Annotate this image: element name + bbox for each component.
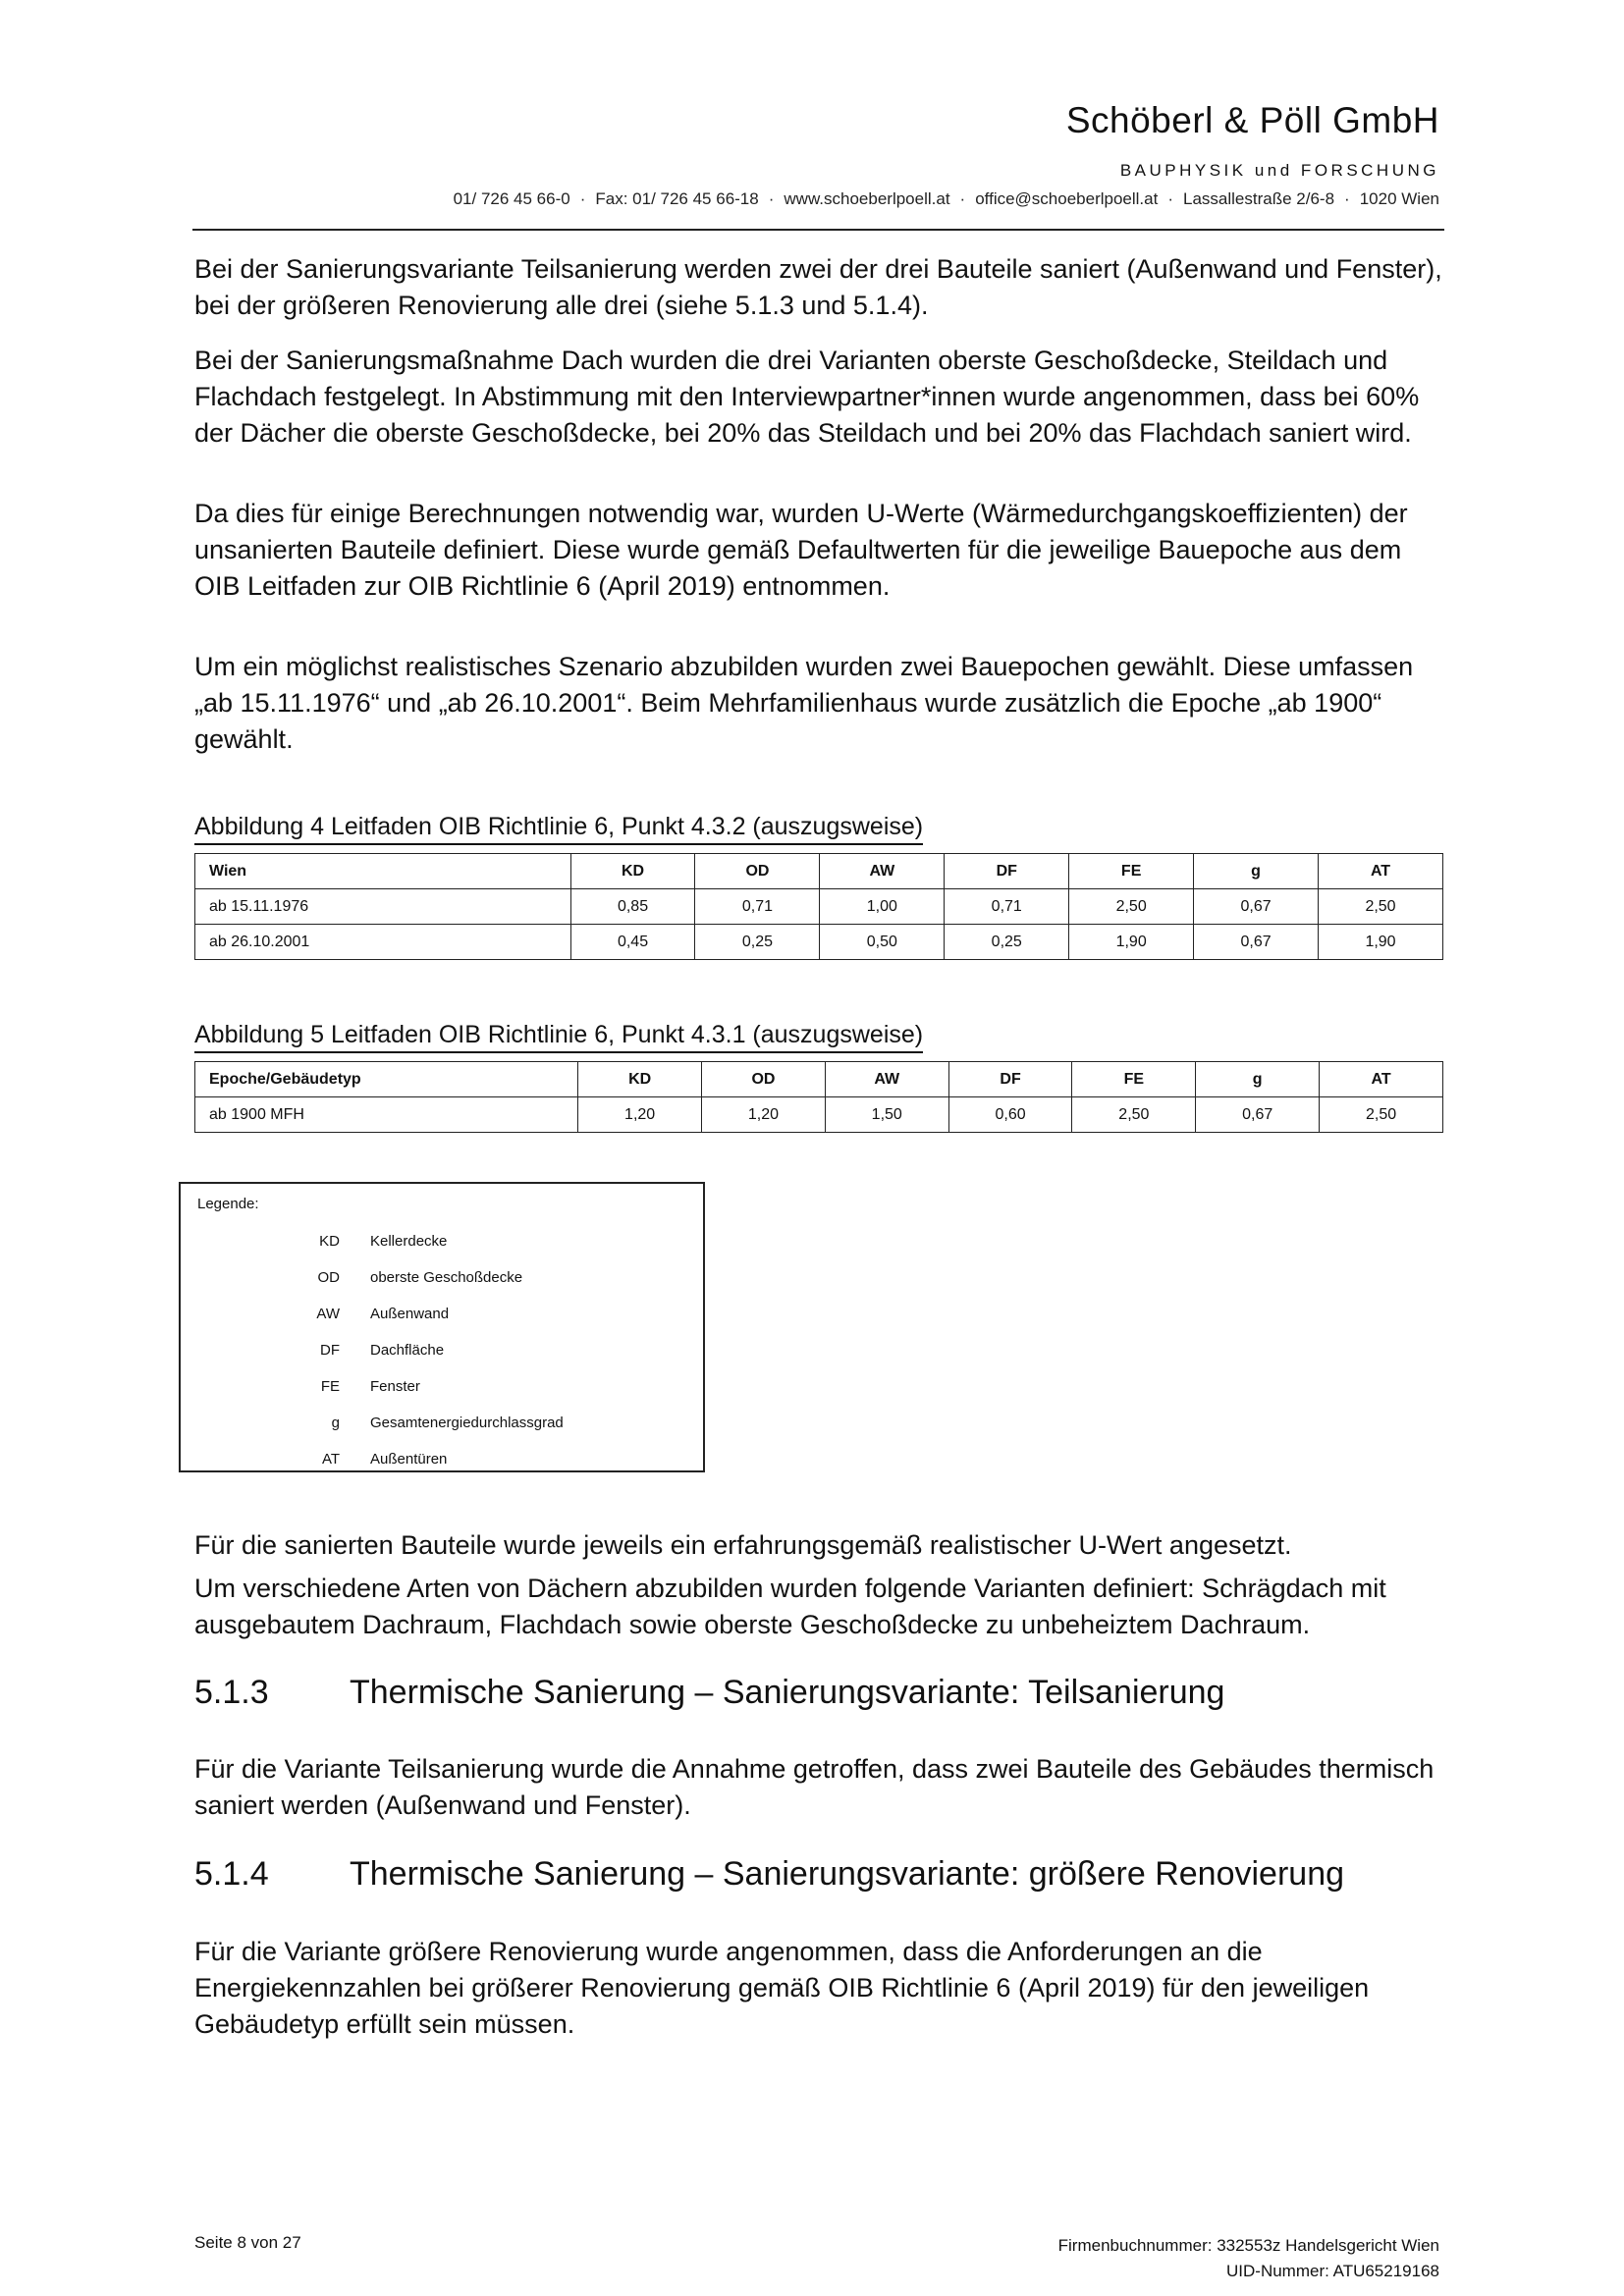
section-heading-514 [194, 1855, 1344, 1894]
legend-abbr: FE [320, 1378, 340, 1395]
table-header-cell: AW [820, 854, 945, 889]
table-header-cell: AT [1320, 1062, 1443, 1097]
table-header-cell: OD [695, 854, 820, 889]
legend-title: Legende: [197, 1196, 259, 1212]
table-cell: 0,67 [1194, 889, 1319, 925]
paragraph-4: Um ein möglichst realistisches Szenario abzubilden wurden zwei Bauepochen gewählt. Diese umfassen „ab 15.11.1976“ und „ab 26.10.2001“. Beim Mehrfamilienhaus wurde zusätzlich die Epoche „ab 1900“ gewählt. [194, 652, 1414, 754]
table-header-cell: AT [1319, 854, 1443, 889]
table-header-cell: DF [948, 1062, 1072, 1097]
table-header-cell: FE [1072, 1062, 1196, 1097]
table-header-cell: OD [702, 1062, 826, 1097]
section-number: 5.1.3 [194, 1674, 269, 1711]
legend-item [181, 1378, 703, 1402]
header-rule [192, 229, 1444, 231]
company-subtitle: BAUPHYSIK und FORSCHUNG [1119, 161, 1439, 180]
legend-desc: Dachfläche [370, 1342, 445, 1359]
paragraph-6: Um verschiedene Arten von Dächern abzubilden wurden folgende Varianten definiert: Schrägdach mit ausgebautem Dachraum, Flachdach sowie oberste Geschoßdecke zu unbeheiztem Dachraum. [194, 1574, 1386, 1639]
table-cell: 0,50 [820, 925, 945, 960]
website: www.schoeberlpoell.at [784, 189, 950, 208]
table-cell: 2,50 [1069, 889, 1194, 925]
table-cell: ab 1900 MFH [195, 1097, 578, 1133]
email: office@schoeberlpoell.at [975, 189, 1159, 208]
city: 1020 Wien [1359, 189, 1439, 208]
table-header-cell: g [1194, 854, 1319, 889]
legend-item [181, 1269, 703, 1293]
address: Lassallestraße 2/6-8 [1183, 189, 1335, 208]
table-cell: 1,00 [820, 889, 945, 925]
register-number: Firmenbuchnummer: 332553z Handelsgericht Wien [1057, 2236, 1439, 2255]
table-header-cell: DF [945, 854, 1069, 889]
table-oib-431 [194, 1061, 1443, 1133]
table-cell: 1,50 [825, 1097, 948, 1133]
table-header-cell: g [1196, 1062, 1320, 1097]
legend-desc: Fenster [370, 1378, 420, 1395]
legend-abbr: AT [321, 1451, 340, 1468]
paragraph-7: Für die Variante Teilsanierung wurde die Annahme getroffen, dass zwei Bauteile des Gebäudes thermisch saniert werden (Außenwand und Fenster). [194, 1754, 1435, 1820]
table-cell: ab 15.11.1976 [195, 889, 571, 925]
legend-abbr: AW [316, 1306, 340, 1322]
legend-abbr: OD [317, 1269, 340, 1286]
table-header-row [195, 854, 1443, 889]
legend-item [181, 1233, 703, 1256]
table-header-cell: Epoche/Gebäudetyp [195, 1062, 578, 1097]
table-cell: 1,90 [1319, 925, 1443, 960]
paragraph-3: Da dies für einige Berechnungen notwendig war, wurden U-Werte (Wärmedurchgangskoeffizienten) der unsanierten Bauteile definiert. Diese wurde gemäß Defaultwerten für die jeweilige Bauepoche aus dem OIB Leitfaden zur OIB Richtlinie 6 (April 2019) entnommen. [194, 499, 1408, 601]
table-row [195, 1097, 1443, 1133]
legend-abbr: KD [319, 1233, 340, 1250]
table-cell: 2,50 [1320, 1097, 1443, 1133]
legend-abbr: g [331, 1415, 340, 1431]
paragraph-5: Für die sanierten Bauteile wurde jeweils ein erfahrungsgemäß realistischer U-Wert angesetzt. [194, 1530, 1292, 1560]
table-cell: 1,20 [578, 1097, 702, 1133]
footer-company-info [1058, 2233, 1439, 2284]
table-header-cell: AW [825, 1062, 948, 1097]
table-cell: 0,60 [948, 1097, 1072, 1133]
table-header-cell: KD [578, 1062, 702, 1097]
contact-line: 01/ 726 45 66-0 · Fax: 01/ 726 45 66-18 · www.schoeberlpoell.at · office@schoeberlpoell.at · Lassallestraße 2/6-8 · 1020 Wien [453, 189, 1439, 208]
section-title: Thermische Sanierung – Sanierungsvariante: größere Renovierung [350, 1855, 1345, 1893]
legend-abbr: DF [320, 1342, 340, 1359]
legend-item [181, 1451, 703, 1474]
section-title: Thermische Sanierung – Sanierungsvariante: Teilsanierung [350, 1674, 1225, 1711]
table-cell: 0,85 [570, 889, 695, 925]
table-cell: 0,25 [945, 925, 1069, 960]
table-cell: 0,67 [1196, 1097, 1320, 1133]
legend-item [181, 1306, 703, 1329]
phone: 01/ 726 45 66-0 [453, 189, 570, 208]
legend-desc: Gesamtenergiedurchlassgrad [370, 1415, 564, 1431]
legend-desc: Außenwand [370, 1306, 450, 1322]
table-header-cell: FE [1069, 854, 1194, 889]
table-cell: 0,71 [945, 889, 1069, 925]
table-cell: 0,45 [570, 925, 695, 960]
table-cell: 0,25 [695, 925, 820, 960]
fax: Fax: 01/ 726 45 66-18 [595, 189, 759, 208]
table-cell: 1,20 [702, 1097, 826, 1133]
paragraph-8: Für die Variante größere Renovierung wurde angenommen, dass die Anforderungen an die Energiekennzahlen bei größerer Renovierung gemäß OIB Richtlinie 6 (April 2019) für den jeweiligen Gebäudetyp erfüllt sein müssen. [194, 1937, 1370, 2039]
table2-caption: Abbildung 5 Leitfaden OIB Richtlinie 6, Punkt 4.3.1 (auszugsweise) [194, 1021, 923, 1053]
legend-box [179, 1182, 705, 1472]
table-header-cell: Wien [195, 854, 571, 889]
legend-item [181, 1342, 703, 1365]
table1-caption: Abbildung 4 Leitfaden OIB Richtlinie 6, Punkt 4.3.2 (auszugsweise) [194, 813, 923, 845]
table-cell: 2,50 [1072, 1097, 1196, 1133]
table-header-row [195, 1062, 1443, 1097]
paragraph-1: Bei der Sanierungsvariante Teilsanierung werden zwei der drei Bauteile saniert (Außenwand und Fenster), bei der größeren Renovierung alle drei (siehe 5.1.3 und 5.1.4). [194, 254, 1442, 320]
table-cell: 0,67 [1194, 925, 1319, 960]
table-cell: ab 26.10.2001 [195, 925, 571, 960]
paragraph-2: Bei der Sanierungsmaßnahme Dach wurden die drei Varianten oberste Geschoßdecke, Steildach und Flachdach festgelegt. In Abstimmung mit den Interviewpartner*innen wurde angenommen, dass bei 60% der Dächer die oberste Geschoßdecke, bei 20% das Steildach und bei 20% das Flachdach saniert wird. [194, 346, 1420, 448]
table-oib-432 [194, 853, 1443, 960]
company-name: Schöberl & Pöll GmbH [1065, 100, 1439, 140]
legend-desc: Kellerdecke [370, 1233, 448, 1250]
table-cell: 2,50 [1319, 889, 1443, 925]
legend-desc: oberste Geschoßdecke [370, 1269, 523, 1286]
legend-desc: Außentüren [370, 1451, 448, 1468]
section-heading-513 [194, 1674, 1224, 1712]
table-cell: 1,90 [1069, 925, 1194, 960]
table-row [195, 925, 1443, 960]
legend-item [181, 1415, 703, 1438]
table-cell: 0,71 [695, 889, 820, 925]
table-row [195, 889, 1443, 925]
uid-number: UID-Nummer: ATU65219168 [1226, 2262, 1439, 2280]
section-number: 5.1.4 [194, 1855, 269, 1893]
table-header-cell: KD [570, 854, 695, 889]
page-number: Seite 8 von 27 [194, 2233, 301, 2252]
